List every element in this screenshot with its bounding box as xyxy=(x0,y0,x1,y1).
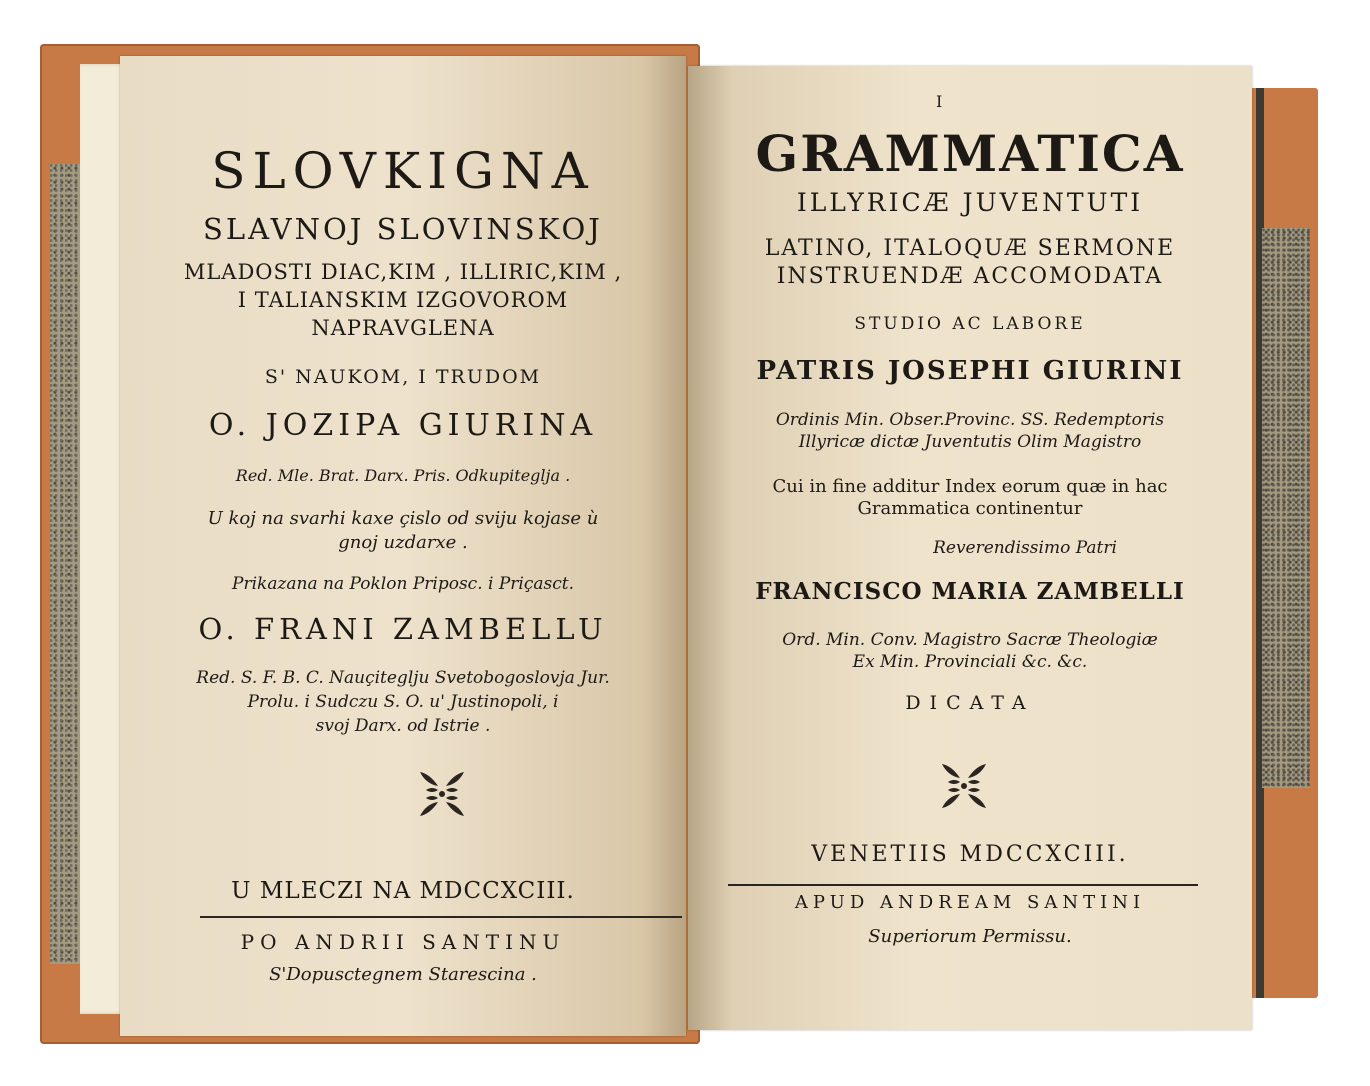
right-line-3: LATINO, ITALOQUÆ SERMONE xyxy=(764,236,1176,261)
right-line-11: Reverendissimo Patri xyxy=(933,538,1117,558)
left-line-8: Red. Mle. Brat. Darx. Pris. Odkupiteglja . xyxy=(235,466,571,485)
right-subtitle: ILLYRICÆ JUVENTUTI xyxy=(796,188,1144,217)
right-dicata: DICATA xyxy=(905,692,1035,714)
left-title: SLOVKIGNA xyxy=(211,142,595,200)
right-line-8: Illyricæ dictæ Juventutis Olim Magistro xyxy=(798,432,1142,452)
left-rule xyxy=(200,916,682,918)
right-printer: APUD ANDREAM SANTINI xyxy=(794,892,1146,913)
left-title-page xyxy=(120,56,686,1036)
left-line-15: svoj Darx. od Istrie . xyxy=(315,716,491,736)
left-line-6: S' NAUKOM, I TRUDOM xyxy=(264,366,542,388)
right-rule xyxy=(728,884,1198,886)
right-imprint: VENETIIS MDCCXCIII. xyxy=(811,842,1129,867)
right-line-5: STUDIO AC LABORE xyxy=(854,314,1086,334)
left-author: O. JOZIPA GIURINA xyxy=(208,408,598,443)
left-permission: S'Dopusctegnem Starescina . xyxy=(269,964,537,985)
page-mark: I xyxy=(936,92,943,111)
right-line-13: Ord. Min. Conv. Magistro Sacræ Theologiæ xyxy=(782,630,1158,650)
left-printer: PO ANDRII SANTINU xyxy=(240,930,566,954)
left-imprint: U MLECZI NA MDCCXCIII. xyxy=(231,878,575,904)
right-dedicatee: FRANCISCO MARIA ZAMBELLI xyxy=(755,578,1185,605)
left-line-4: I TALIANSKIM IZGOVOROM xyxy=(237,288,569,312)
right-line-9: Cui in fine additur Index eorum quæ in hac xyxy=(772,476,1168,497)
fleuron-ornament-icon xyxy=(938,760,990,812)
right-line-14: Ex Min. Provinciali &c. &c. xyxy=(852,652,1088,672)
left-line-5: NAPRAVGLENA xyxy=(311,316,495,340)
fleuron-ornament-icon xyxy=(416,768,468,820)
left-dedicatee: O. FRANI ZAMBELLU xyxy=(198,612,608,646)
right-permission: Superiorum Permissu. xyxy=(868,926,1072,947)
right-line-7: Ordinis Min. Obser.Provinc. SS. Redemptoris xyxy=(775,410,1165,430)
right-marbled-paper xyxy=(1262,228,1310,788)
left-line-3: MLADOSTI DIAC,KIM , ILLIRIC,KIM , xyxy=(183,260,623,284)
left-line-14: Prolu. i Sudczu S. O. u' Justinopoli, i xyxy=(247,692,559,712)
right-line-4: INSTRUENDÆ ACCOMODATA xyxy=(776,264,1164,289)
right-author: PATRIS JOSEPHI GIURINI xyxy=(756,356,1184,386)
left-line-9: U koj na svarhi kaxe çislo od sviju kojase ù xyxy=(207,508,599,529)
left-line-11: Prikazana na Poklon Priposc. i Priçasct. xyxy=(232,574,574,594)
left-line-13: Red. S. F. B. C. Nauçiteglju Svetobogoslovja Jur. xyxy=(196,668,610,688)
left-line-10: gnoj uzdarxe . xyxy=(338,532,468,553)
right-line-10: Grammatica continentur xyxy=(857,498,1083,519)
left-subtitle: SLAVNOJ SLOVINSKOJ xyxy=(203,212,603,246)
right-title-page xyxy=(688,66,1252,1030)
right-title: GRAMMATICA xyxy=(755,124,1185,183)
